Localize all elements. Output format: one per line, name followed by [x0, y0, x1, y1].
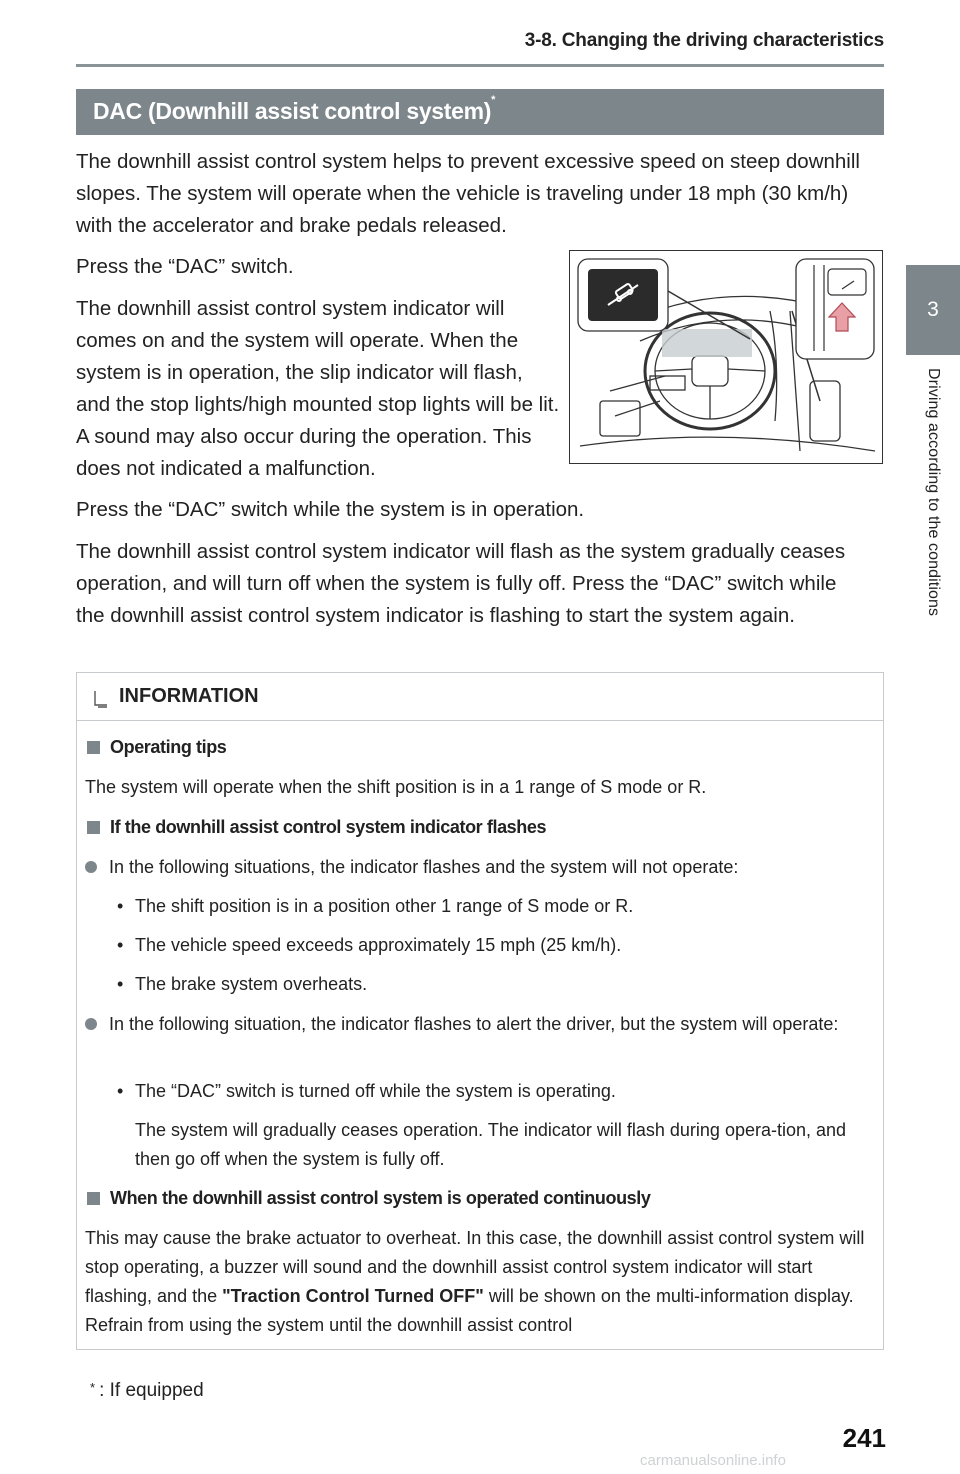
round-bullet-icon	[85, 1018, 97, 1030]
step-press-dac-again: Press the “DAC” switch while the system is in operation.	[76, 498, 585, 521]
list-item	[117, 970, 875, 999]
heading-text: If the downhill assist control system indicator flashes	[110, 817, 547, 837]
list-item-text: The “DAC” switch is turned off while the system is operating.	[135, 1081, 616, 1101]
list-item	[117, 1077, 875, 1106]
intro-paragraph: The downhill assist control system helps to prevent excessive speed on steep downhill slopes. The system will operate when the vehicle is traveling under 18 mph (30 km/h) with the accelerator and brake pedals released.	[76, 150, 860, 237]
dashboard-drawing	[570, 251, 881, 462]
heading-text: Operating tips	[110, 737, 227, 757]
continuous-operation-text	[85, 1224, 875, 1340]
running-header: 3-8. Changing the driving characteristics	[524, 30, 884, 51]
condition-text: In the following situation, the indicator flashes to alert the driver, but the system will operate:	[109, 1014, 839, 1034]
bullet-dot: •	[117, 935, 124, 955]
list-item-text: The vehicle speed exceeds approximately 15 mph (25 km/h).	[135, 935, 622, 955]
information-title: INFORMATION	[119, 685, 259, 707]
section-title	[93, 94, 496, 125]
condition-text: In the following situations, the indicator flashes and the system will not operate:	[109, 857, 739, 877]
footnote-text: : If equipped	[99, 1380, 204, 1401]
condition-not-operate	[109, 853, 875, 882]
operating-tips-text: The system will operate when the shift position is in a 1 range of S mode or R.	[85, 777, 707, 797]
heading-text: When the downhill assist control system is operated continuously	[110, 1188, 651, 1208]
list-item-text: The shift position is in a position other 1 range of S mode or R.	[135, 896, 634, 916]
list-item-text: The brake system overheats.	[135, 974, 368, 994]
system-on-paragraph: The downhill assist control system indicator will comes on and the system will operate. When the system is in operation, the slip indicator will flash, and the stop lights/high mounted stop lights will be lit. A sound may also occur during the operation. This does not indicated a malfunction.	[76, 297, 560, 480]
square-bullet-icon	[87, 741, 100, 754]
message-label: "Traction Control Turned OFF"	[222, 1286, 484, 1306]
square-bullet-icon	[87, 821, 100, 834]
condition-will-operate	[109, 1010, 849, 1039]
bullet-dot: •	[117, 1081, 124, 1101]
list-item	[117, 892, 875, 921]
chapter-tab-label	[906, 368, 960, 668]
watermark: carmanualsonline.info	[640, 1452, 786, 1469]
heading-operating-tips	[87, 733, 226, 762]
footnote	[90, 1380, 204, 1402]
information-box	[76, 672, 884, 1350]
header-rule	[76, 64, 884, 67]
square-bullet-icon	[87, 1192, 100, 1205]
information-header	[77, 673, 883, 721]
footnote-mark: *	[90, 1380, 96, 1395]
heading-operated-continuously	[87, 1184, 651, 1213]
section-title-text: DAC (Downhill assist control system)	[93, 98, 492, 124]
system-off-paragraph: The downhill assist control system indicator will flash as the system gradually ceases operation, and will turn off when the system is fully off. Press the “DAC” switch while the downhill assist control system indicator is flashing to start the system again.	[76, 540, 846, 627]
bullet-dot: •	[117, 974, 124, 994]
heading-indicator-flashes	[87, 813, 546, 842]
bullet-dot: •	[117, 896, 124, 916]
step-press-dac: Press the “DAC” switch.	[76, 255, 294, 278]
chapter-number: 3	[927, 298, 939, 321]
section-heading-bar	[76, 89, 884, 135]
chapter-tab-number[interactable]	[906, 265, 960, 355]
chapter-label: Driving according to the conditions	[925, 368, 942, 617]
text-part: This may cause the brake actuator to overheat. In this case, the downhill assist control system will stop operating, a buzzer will sound and the downhill assist control system indicator will start flashing, and the	[85, 1228, 865, 1306]
text-part: will be shown on the multi-information display. Refrain from using the system until the downhill assist control	[85, 1286, 854, 1335]
equipped-marker: *	[491, 94, 496, 106]
list-item	[117, 931, 875, 960]
page-number: 241	[842, 1423, 886, 1453]
list-item-detail: The system will gradually ceases operation. The indicator will flash during opera-tion, and then go off when the system is fully off.	[135, 1120, 847, 1169]
note-icon	[93, 689, 109, 709]
round-bullet-icon	[85, 861, 97, 873]
dashboard-illustration	[569, 250, 883, 464]
